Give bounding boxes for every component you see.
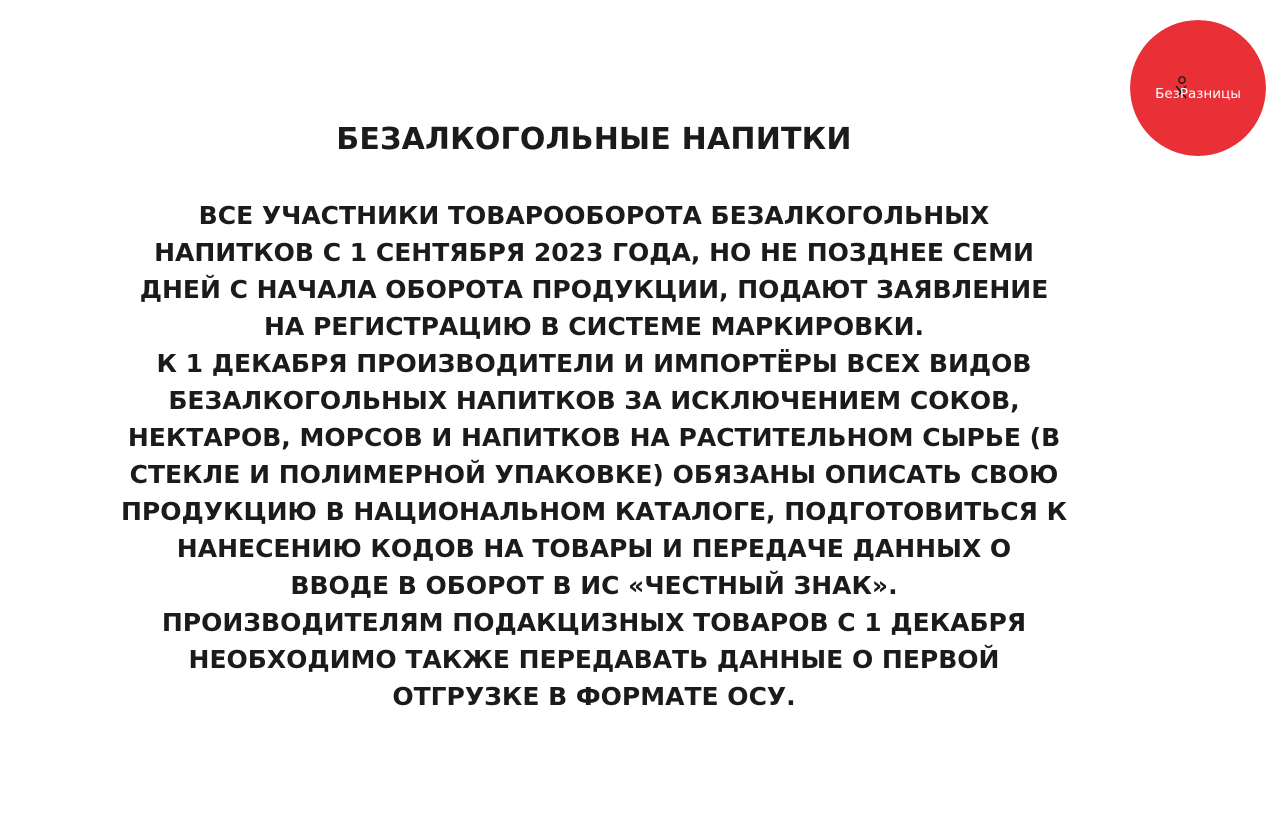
text-line: К 1 ДЕКАБРЯ ПРОИЗВОДИТЕЛИ И ИМПОРТЁРЫ ВСЕХ ВИДОВ	[156, 349, 1032, 378]
text-line: БЕЗАЛКОГОЛЬНЫХ НАПИТКОВ ЗА ИСКЛЮЧЕНИЕМ СОКОВ,	[168, 386, 1020, 415]
page-title: БЕЗАЛКОГОЛЬНЫЕ НАПИТКИ	[336, 122, 852, 157]
body-text	[22, 197, 1166, 715]
text-line: ОТГРУЗКЕ В ФОРМАТЕ ОСУ.	[392, 682, 796, 711]
text-line: ДНЕЙ С НАЧАЛА ОБОРОТА ПРОДУКЦИИ, ПОДАЮТ ЗАЯВЛЕНИЕ	[139, 275, 1049, 304]
text-line: ВВОДЕ В ОБОРОТ В ИС «ЧЕСТНЫЙ ЗНАК».	[290, 571, 898, 600]
text-line: НАПИТКОВ С 1 СЕНТЯБРЯ 2023 ГОДА, НО НЕ ПОЗДНЕЕ СЕМИ	[154, 238, 1034, 267]
text-line: НЕОБХОДИМО ТАКЖЕ ПЕРЕДАВАТЬ ДАННЫЕ О ПЕРВОЙ	[188, 645, 1000, 674]
logo-text: БезРазницы	[1155, 86, 1241, 102]
text-line: ПРОИЗВОДИТЕЛЯМ ПОДАКЦИЗНЫХ ТОВАРОВ С 1 ДЕКАБРЯ	[161, 608, 1027, 637]
text-line: ПРОДУКЦИЮ В НАЦИОНАЛЬНОМ КАТАЛОГЕ, ПОДГОТОВИТЬСЯ К	[120, 497, 1068, 526]
text-line: СТЕКЛЕ И ПОЛИМЕРНОЙ УПАКОВКЕ) ОБЯЗАНЫ ОПИСАТЬ СВОЮ	[129, 460, 1059, 489]
text-line: НА РЕГИСТРАЦИЮ В СИСТЕМЕ МАРКИРОВКИ.	[263, 312, 925, 341]
text-line: НЕКТАРОВ, МОРСОВ И НАПИТКОВ НА РАСТИТЕЛЬНОМ СЫРЬЕ (В	[127, 423, 1061, 452]
text-line: НАНЕСЕНИЮ КОДОВ НА ТОВАРЫ И ПЕРЕДАЧЕ ДАННЫХ О	[176, 534, 1012, 563]
text-line: ВСЕ УЧАСТНИКИ ТОВАРООБОРОТА БЕЗАЛКОГОЛЬНЫХ	[198, 201, 990, 230]
